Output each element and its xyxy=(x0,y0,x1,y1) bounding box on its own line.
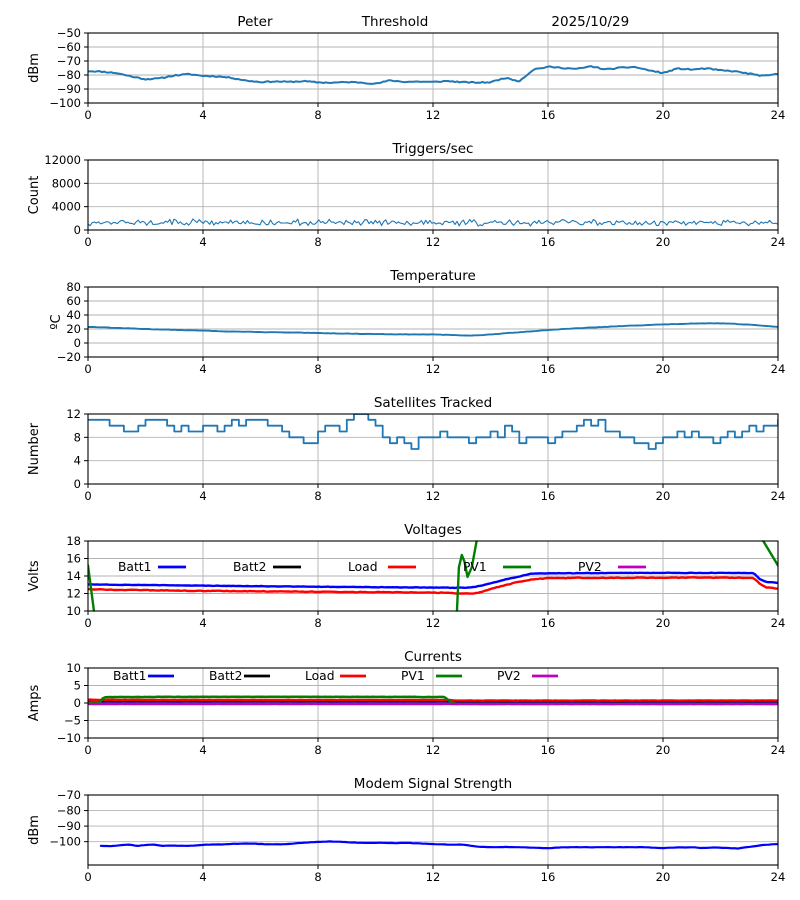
y-tick-label: 4 xyxy=(73,453,81,468)
x-tick-label: 24 xyxy=(770,362,786,376)
series-group xyxy=(101,841,778,848)
x-tick-label: 16 xyxy=(540,743,556,757)
chart-threshold xyxy=(0,9,800,136)
legend-label-pv2: PV2 xyxy=(497,669,521,683)
temperature-plot xyxy=(0,263,800,390)
y-axis-label: ºC xyxy=(49,314,64,330)
y-tick-label: −5 xyxy=(64,713,81,728)
grid-lines xyxy=(88,33,778,103)
x-tick-label: 0 xyxy=(84,235,92,249)
x-tick-label: 8 xyxy=(314,362,322,376)
modem-plot xyxy=(0,771,800,898)
x-tick-label: 8 xyxy=(314,108,322,122)
y-tick-label: −70 xyxy=(56,54,81,68)
y-tick-label: 12 xyxy=(66,407,81,421)
y-tick-label: 18 xyxy=(66,534,81,548)
chart-modem xyxy=(0,771,800,898)
x-tick-label: 16 xyxy=(540,235,556,249)
y-tick-label: 12 xyxy=(66,586,81,601)
x-tick-label: 4 xyxy=(199,108,207,122)
x-tick-label: 8 xyxy=(314,489,322,503)
y-tick-label: 10 xyxy=(66,661,81,675)
tick-marks xyxy=(84,795,778,869)
x-tick-label: 20 xyxy=(655,235,671,249)
tick-labels xyxy=(66,407,785,503)
x-tick-label: 12 xyxy=(425,235,441,249)
x-tick-label: 4 xyxy=(199,362,207,376)
chart-satellites xyxy=(0,390,800,517)
chart-title: Temperature xyxy=(390,268,476,284)
legend-label-batt1: Batt1 xyxy=(113,669,147,683)
chart-title: Currents xyxy=(404,649,462,665)
y-tick-label: 0 xyxy=(73,696,81,710)
y-tick-label: 40 xyxy=(66,308,81,322)
x-tick-label: 0 xyxy=(84,362,92,376)
x-tick-label: 4 xyxy=(199,616,207,630)
x-tick-label: 8 xyxy=(314,616,322,630)
chart-title: Triggers/sec xyxy=(392,141,474,157)
x-tick-label: 16 xyxy=(540,108,556,122)
y-tick-label: 4000 xyxy=(51,199,81,214)
grid-lines xyxy=(88,414,778,484)
grid-lines xyxy=(88,795,778,865)
legend xyxy=(118,560,646,574)
y-tick-label: 20 xyxy=(66,322,81,336)
y-tick-label: −80 xyxy=(56,68,81,82)
x-tick-label: 24 xyxy=(770,108,786,122)
x-tick-label: 16 xyxy=(540,362,556,376)
legend-label-pv2: PV2 xyxy=(578,560,602,574)
x-tick-label: 16 xyxy=(540,616,556,630)
x-tick-label: 20 xyxy=(655,616,671,630)
x-tick-label: 24 xyxy=(770,235,786,249)
x-tick-label: 20 xyxy=(655,108,671,122)
legend-label-load: Load xyxy=(348,560,378,574)
tick-labels xyxy=(44,153,785,249)
x-tick-label: 12 xyxy=(425,489,441,503)
x-tick-label: 8 xyxy=(314,235,322,249)
y-axis-label: Count xyxy=(27,175,42,215)
x-tick-label: 8 xyxy=(314,870,322,884)
x-tick-label: 20 xyxy=(655,362,671,376)
chart-title-part: 2025/10/29 xyxy=(551,14,630,30)
x-tick-label: 0 xyxy=(84,743,92,757)
x-tick-label: 0 xyxy=(84,616,92,630)
legend-label-pv1: PV1 xyxy=(463,560,487,574)
y-tick-label: 0 xyxy=(73,223,81,237)
y-tick-label: 12000 xyxy=(44,153,81,167)
y-tick-label: 10 xyxy=(66,604,81,618)
y-tick-label: −60 xyxy=(56,40,81,54)
x-tick-label: 4 xyxy=(199,489,207,503)
y-tick-label: −80 xyxy=(56,803,81,818)
x-tick-label: 8 xyxy=(314,743,322,757)
y-axis-label: Number xyxy=(27,422,42,476)
satellites-plot xyxy=(0,390,800,517)
legend-label-load: Load xyxy=(305,669,335,683)
chart-triggers xyxy=(0,136,800,263)
chart-voltages xyxy=(0,517,800,644)
grid-lines xyxy=(88,160,778,230)
tick-labels xyxy=(57,280,786,376)
tick-labels xyxy=(49,26,785,122)
legend-label-pv1: PV1 xyxy=(401,669,425,683)
x-tick-label: 24 xyxy=(770,616,786,630)
y-tick-label: 8000 xyxy=(51,176,81,191)
x-tick-label: 20 xyxy=(655,743,671,757)
series-group xyxy=(88,697,778,704)
x-tick-label: 24 xyxy=(770,870,786,884)
chart-title: Voltages xyxy=(404,522,462,538)
threshold-plot xyxy=(0,9,800,136)
y-axis-label: Amps xyxy=(27,684,42,722)
x-tick-label: 4 xyxy=(199,743,207,757)
x-tick-label: 24 xyxy=(770,489,786,503)
x-tick-label: 4 xyxy=(199,870,207,884)
x-tick-label: 4 xyxy=(199,235,207,249)
y-tick-label: 80 xyxy=(66,280,81,294)
modem-rssi-line xyxy=(101,841,778,848)
y-tick-label: −100 xyxy=(49,96,81,110)
currents-load-line xyxy=(88,700,778,701)
y-tick-label: 16 xyxy=(66,551,81,566)
legend-label-batt2: Batt2 xyxy=(209,669,243,683)
chart-title: Modem Signal Strength xyxy=(353,776,513,792)
y-tick-label: 0 xyxy=(73,477,81,491)
x-tick-label: 20 xyxy=(655,870,671,884)
x-tick-label: 0 xyxy=(84,108,92,122)
voltages-plot xyxy=(0,517,800,644)
x-tick-label: 0 xyxy=(84,870,92,884)
grid-lines xyxy=(88,287,778,357)
x-tick-label: 12 xyxy=(425,616,441,630)
x-tick-label: 12 xyxy=(425,362,441,376)
x-tick-label: 12 xyxy=(425,870,441,884)
y-tick-label: −70 xyxy=(56,788,81,802)
tick-marks xyxy=(84,160,778,234)
x-tick-label: 12 xyxy=(425,743,441,757)
y-tick-label: 8 xyxy=(73,430,81,445)
chart-title-part: Peter xyxy=(237,14,273,30)
y-tick-label: −90 xyxy=(56,819,81,834)
x-tick-label: 24 xyxy=(770,743,786,757)
y-tick-label: −20 xyxy=(56,350,81,364)
x-tick-label: 20 xyxy=(655,489,671,503)
triggers-plot xyxy=(0,136,800,263)
x-tick-label: 16 xyxy=(540,870,556,884)
y-tick-label: −10 xyxy=(56,731,81,745)
legend-label-batt2: Batt2 xyxy=(233,560,267,574)
legend xyxy=(113,669,558,683)
chart-currents xyxy=(0,644,800,771)
x-tick-label: 12 xyxy=(425,108,441,122)
y-tick-label: −50 xyxy=(56,26,81,40)
grid-lines xyxy=(88,541,778,611)
x-tick-label: 0 xyxy=(84,489,92,503)
y-tick-label: 5 xyxy=(73,678,81,693)
currents-plot xyxy=(0,644,800,771)
y-axis-label: dBm xyxy=(27,53,42,83)
legend-label-batt1: Batt1 xyxy=(118,560,152,574)
y-tick-label: −100 xyxy=(49,834,81,849)
y-axis-label: dBm xyxy=(27,815,42,845)
y-axis-label: Volts xyxy=(27,560,42,592)
tick-labels xyxy=(66,534,785,630)
x-tick-label: 16 xyxy=(540,489,556,503)
tick-labels xyxy=(49,788,785,884)
y-tick-label: −90 xyxy=(56,82,81,96)
chart-title-part: Threshold xyxy=(361,14,429,30)
chart-title: Satellites Tracked xyxy=(373,395,493,411)
chart-temperature xyxy=(0,263,800,390)
y-tick-label: 60 xyxy=(66,294,81,308)
y-tick-label: 14 xyxy=(66,569,81,583)
y-tick-label: 0 xyxy=(73,336,81,350)
